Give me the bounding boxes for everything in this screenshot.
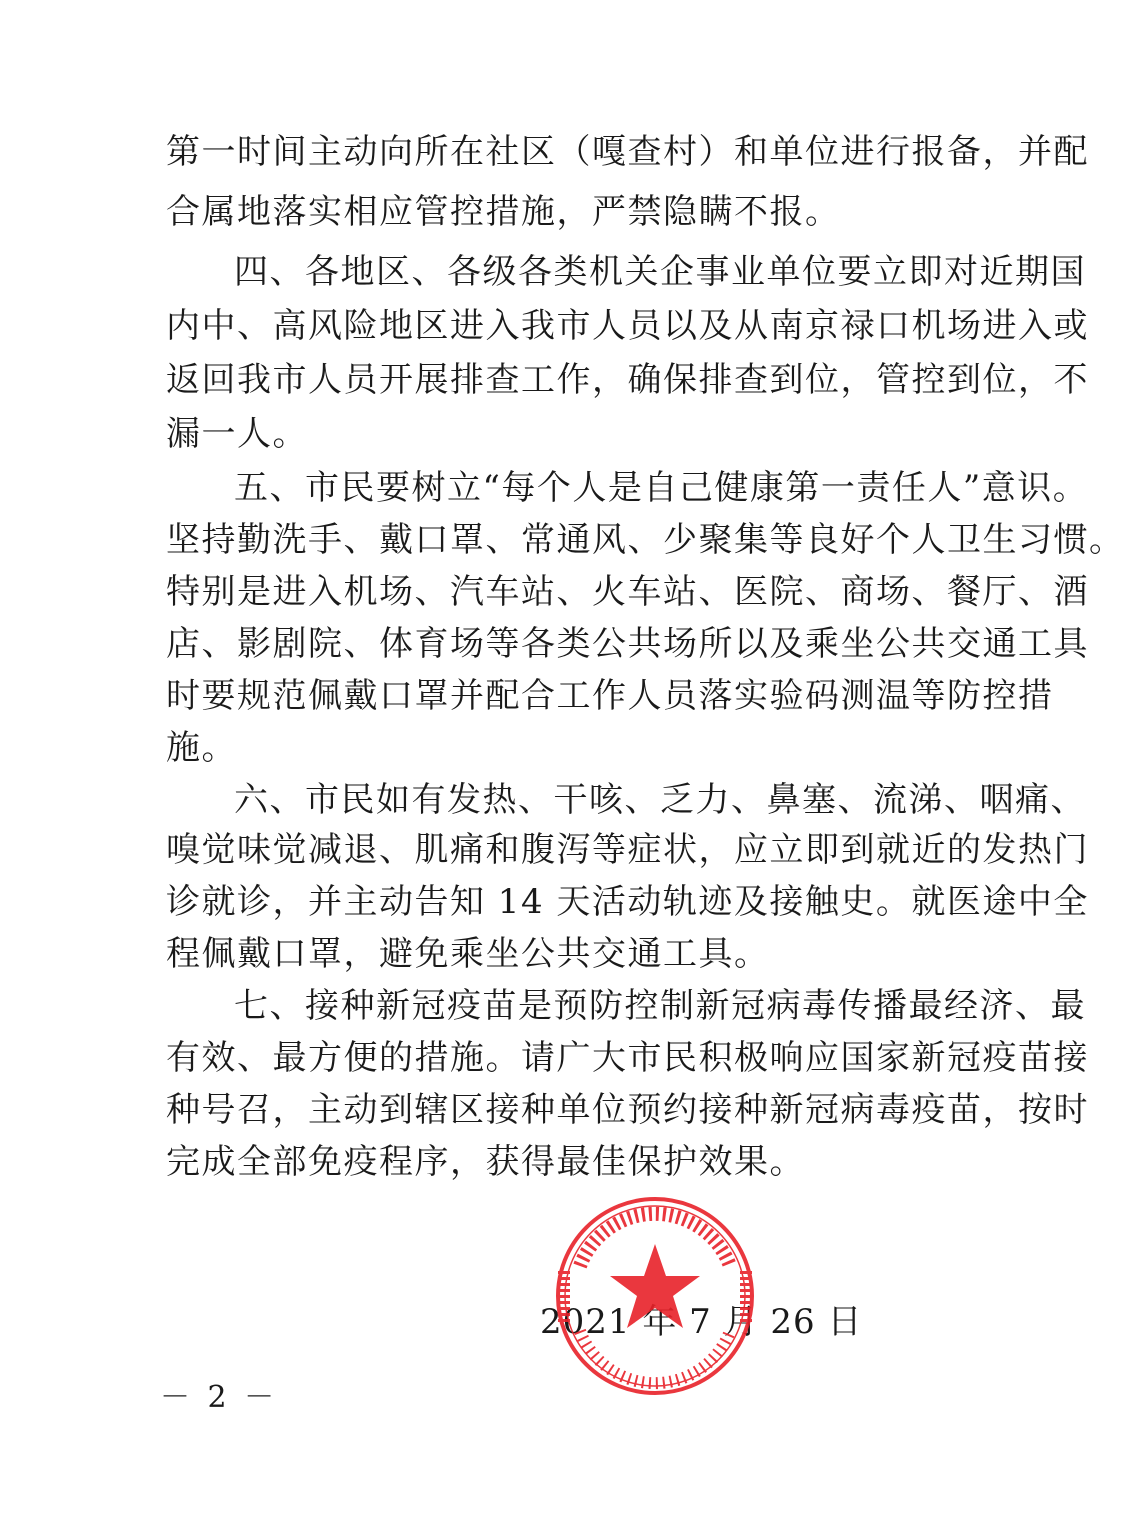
issue-date: 2021 年 7 月 26 日 [540,1302,863,1342]
page-number: － 2 － [160,1380,279,1415]
text-line: 四、各地区、各级各类机关企事业单位要立即对近期国 [234,252,1086,292]
text-line: 程佩戴口罩，避免乘坐公共交通工具。 [166,934,770,974]
text-line: 有效、最方便的措施。请广大市民积极响应国家新冠疫苗接 [166,1038,1089,1078]
text-line: 合属地落实相应管控措施，严禁隐瞒不报。 [166,192,841,232]
text-line: 时要规范佩戴口罩并配合工作人员落实验码测温等防控措 [166,676,1054,716]
text-line: 内中、高风险地区进入我市人员以及从南京禄口机场进入或 [166,306,1089,346]
text-line: 完成全部免疫程序，获得最佳保护效果。 [166,1142,805,1182]
text-line: 坚持勤洗手、戴口罩、常通风、少聚集等良好个人卫生习惯。 [166,520,1125,560]
text-line: 五、市民要树立“每个人是自己健康第一责任人”意识。 [234,468,1089,508]
text-line: 店、影剧院、体育场等各类公共场所以及乘坐公共交通工具 [166,624,1089,664]
text-line: 第一时间主动向所在社区（嘎查村）和单位进行报备，并配 [166,132,1089,172]
text-line: 漏一人。 [166,414,308,454]
red-star-seal-icon [540,1196,770,1396]
text-line: 嗅觉味觉减退、肌痛和腹泻等症状，应立即到就近的发热门 [166,830,1089,870]
text-line: 种号召，主动到辖区接种单位预约接种新冠病毒疫苗，按时 [166,1090,1089,1130]
text-line: 六、市民如有发热、干咳、乏力、鼻塞、流涕、咽痛、 [234,780,1086,820]
text-line: 特别是进入机场、汽车站、火车站、医院、商场、餐厅、酒 [166,572,1089,612]
text-line: 七、接种新冠疫苗是预防控制新冠病毒传播最经济、最 [234,986,1086,1026]
text-line: 诊就诊，并主动告知 14 天活动轨迹及接触史。就医途中全 [166,882,1089,922]
text-line: 施。 [166,728,237,768]
text-line: 返回我市人员开展排查工作，确保排查到位，管控到位，不 [166,360,1089,400]
